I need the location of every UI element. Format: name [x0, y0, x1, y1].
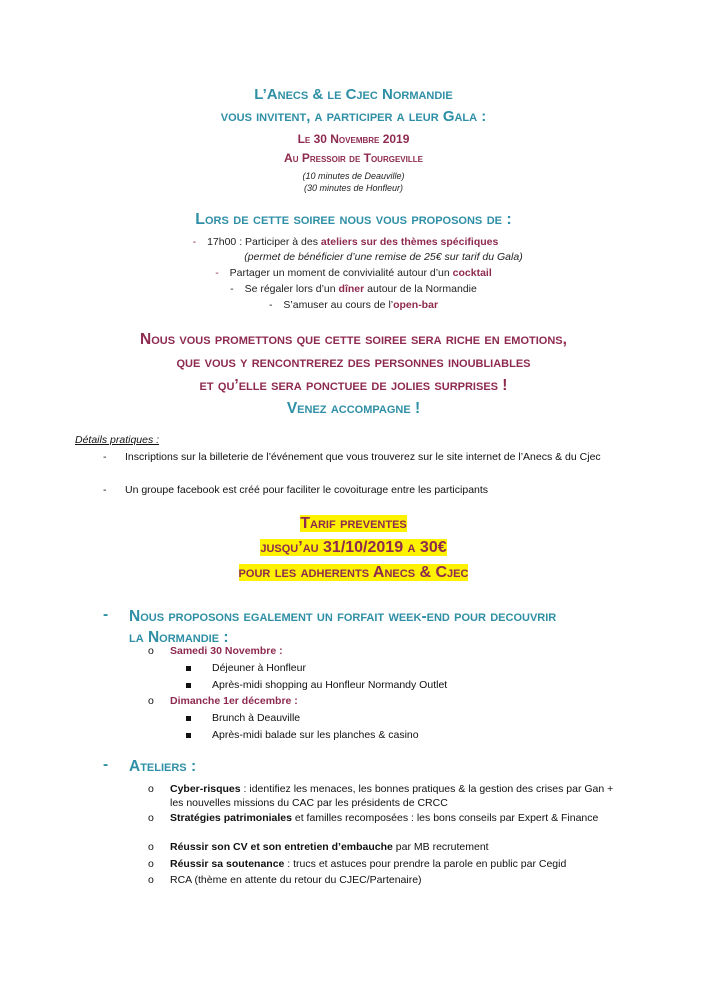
- item-text: Après-midi balade sur les planches & casino: [212, 729, 419, 741]
- tarif-line-1: [0, 515, 707, 533]
- atelier-name: Réussir sa soutenance: [170, 858, 285, 870]
- day-label: Samedi 30 Novembre :: [170, 645, 283, 657]
- item-text: 17h00 : Participer à des: [207, 236, 321, 248]
- ateliers-title: Ateliers :: [129, 758, 197, 775]
- program-item-cocktail: [0, 267, 707, 279]
- item-text-end: autour de la Normandie: [364, 283, 477, 295]
- item-emphasis: dîner: [338, 283, 365, 295]
- tarif-price: jusqu’au 31/10/2019 a 30€: [260, 539, 447, 556]
- atelier-name: Stratégies patrimoniales: [170, 812, 292, 824]
- item-text: Se régaler lors d’un: [244, 283, 339, 295]
- item-text: Après-midi shopping au Honfleur Normandy Outlet: [212, 679, 448, 691]
- promise-line-1: Nous vous promettons que cette soiree sera riche en emotions,: [140, 331, 567, 348]
- square-bullet: [186, 733, 191, 738]
- promise-line-4: Venez accompagne !: [286, 400, 421, 417]
- square-bullet: [186, 666, 191, 671]
- program-title: Lors de cette soiree nous vous proposons de :: [195, 211, 512, 228]
- circle-bullet: o: [148, 812, 154, 824]
- item-emphasis: cocktail: [452, 267, 492, 279]
- square-bullet: [186, 683, 191, 688]
- tarif-line-3: [0, 564, 707, 582]
- details-text: Un groupe facebook est créé pour faciliter le covoiturage entre les participants: [125, 484, 489, 496]
- item-emphasis: ateliers sur des thèmes spécifiques: [320, 236, 499, 248]
- circle-bullet: o: [148, 645, 154, 657]
- atelier-desc: RCA (thème en attente du retour du CJEC/Partenaire): [170, 874, 422, 886]
- circle-bullet: o: [148, 783, 154, 795]
- item-text: Déjeuner à Honfleur: [212, 662, 306, 674]
- circle-bullet: o: [148, 841, 154, 853]
- atelier-desc: : trucs et astuces pour prendre la parole en public par Cegid: [284, 858, 567, 870]
- dash-bullet: -: [215, 267, 219, 279]
- tarif-line-2: [0, 539, 707, 557]
- dash-bullet: -: [268, 299, 273, 311]
- circle-bullet: o: [148, 874, 154, 886]
- dash-bullet: -: [103, 451, 107, 463]
- program-item-ateliers: [0, 236, 699, 248]
- item-text: Brunch à Deauville: [212, 712, 301, 724]
- program-item-openbar: [0, 299, 707, 311]
- program-item-note: (permet de bénéficier d’une remise de 25€ sur tarif du Gala): [244, 251, 523, 263]
- atelier-desc: : identifiez les menaces, les bonnes pratiques & la gestion des crises par Gan + les nouvelles missions du CAC par les présidents de CRCC: [170, 783, 614, 809]
- details-text: Inscriptions sur la billeterie de l’événement que vous trouverez sur le site internet de l’Anecs & du Cjec: [125, 451, 601, 463]
- atelier-desc: et familles recomposées : les bons conseils par Expert & Finance: [291, 812, 599, 824]
- details-title: Détails pratiques :: [75, 434, 160, 446]
- circle-bullet: o: [148, 695, 154, 707]
- item-text: S’amuser au cours de l’: [283, 299, 394, 311]
- header-subtitle: vous invitent, a participer a leur Gala :: [220, 108, 487, 125]
- tarif-members: pour les adherents Anecs & Cjec: [238, 564, 469, 581]
- weekend-title: Nous proposons egalement un forfait week-end pour decouvrir la Normandie :: [129, 608, 557, 646]
- dash-bullet: -: [103, 484, 107, 496]
- promise-line-2: que vous y rencontrerez des personnes inoubliables: [176, 354, 531, 371]
- distance-honfleur: (30 minutes de Honfleur): [303, 183, 404, 193]
- dash-bullet: -: [230, 283, 234, 295]
- atelier-desc: par MB recrutement: [392, 841, 489, 853]
- dash-bullet: -: [103, 756, 109, 773]
- distance-deauville: (10 minutes de Deauville): [302, 171, 405, 181]
- promise-line-3: et qu’elle sera ponctuee de jolies surprises !: [199, 377, 508, 394]
- circle-bullet: o: [148, 858, 154, 870]
- item-emphasis: open-bar: [393, 299, 439, 311]
- dash-bullet: -: [103, 606, 109, 623]
- atelier-name: Réussir son CV et son entretien d’embauche: [170, 841, 393, 853]
- day-label: Dimanche 1er décembre :: [170, 695, 298, 707]
- atelier-name: Cyber-risques: [170, 783, 241, 795]
- square-bullet: [186, 716, 191, 721]
- dash-bullet: -: [192, 236, 197, 248]
- header-title: L’Anecs & le Cjec Normandie: [254, 86, 453, 103]
- event-date: Le 30 Novembre 2019: [297, 132, 410, 146]
- event-venue: Au Pressoir de Tourgeville: [284, 151, 423, 165]
- tarif-title: Tarif preventes: [300, 515, 407, 532]
- item-text: Partager un moment de convivialité autour d’un: [229, 267, 453, 279]
- program-item-diner: [0, 283, 707, 295]
